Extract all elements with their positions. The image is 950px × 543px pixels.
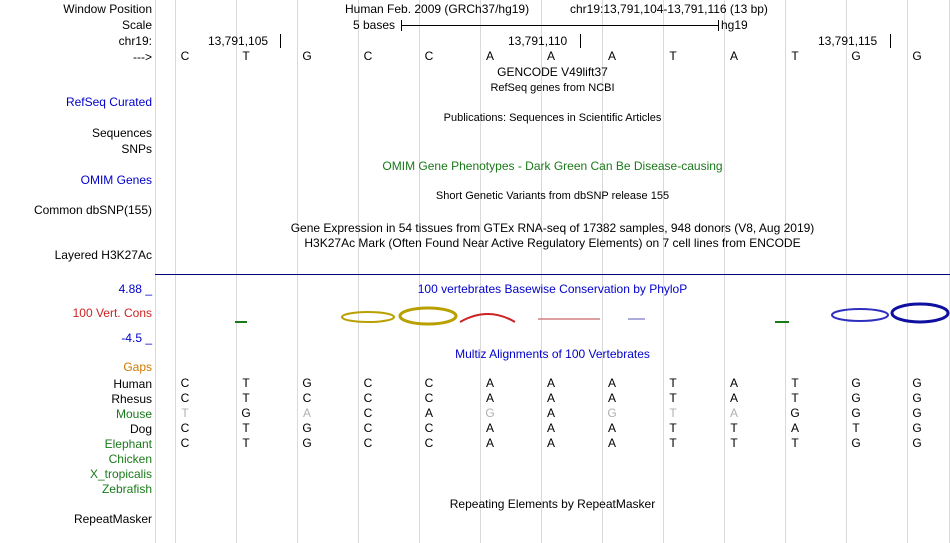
- align-base: G: [912, 421, 922, 435]
- ruler-tick: [580, 34, 581, 48]
- scale-tick-left: [401, 20, 402, 31]
- align-base: G: [912, 436, 922, 450]
- align-base: T: [242, 391, 250, 405]
- multiz-track-title[interactable]: Multiz Alignments of 100 Vertebrates: [455, 347, 650, 361]
- align-base: A: [302, 406, 311, 420]
- align-base: A: [485, 421, 494, 435]
- align-base: T: [730, 421, 738, 435]
- position-range: chr19:13,791,104-13,791,116 (13 bp): [570, 2, 768, 16]
- align-base: T: [242, 436, 250, 450]
- align-base: A: [607, 391, 616, 405]
- align-base: A: [790, 421, 799, 435]
- align-base: C: [180, 391, 190, 405]
- align-base: T: [242, 421, 250, 435]
- align-base: T: [730, 436, 738, 450]
- align-base: T: [669, 376, 677, 390]
- label-chrom: chr19:: [118, 34, 152, 48]
- align-base: C: [424, 376, 434, 390]
- publications-track-title[interactable]: Publications: Sequences in Scientific Articles: [443, 112, 662, 124]
- ruler-label: 13,791,115: [818, 34, 878, 48]
- label-species-chicken[interactable]: Chicken: [108, 452, 152, 466]
- label-species-human[interactable]: Human: [113, 377, 152, 391]
- align-base: A: [546, 391, 555, 405]
- align-base: C: [424, 421, 434, 435]
- label-scale: Scale: [121, 18, 152, 32]
- align-base: C: [363, 421, 373, 435]
- align-base: A: [607, 376, 616, 390]
- align-base: A: [607, 421, 616, 435]
- align-base: G: [302, 376, 312, 390]
- label-refseq-curated[interactable]: RefSeq Curated: [65, 95, 152, 109]
- align-base: C: [363, 391, 373, 405]
- ref-base: A: [485, 49, 494, 63]
- ref-base: T: [242, 49, 250, 63]
- dbsnp-track-title[interactable]: Short Genetic Variants from dbSNP release 155: [435, 190, 670, 202]
- label-gaps[interactable]: Gaps: [123, 360, 152, 374]
- align-base: A: [546, 406, 555, 420]
- label-species-rhesus[interactable]: Rhesus: [111, 392, 152, 406]
- conservation-plot: [155, 300, 950, 350]
- align-base: A: [546, 436, 555, 450]
- align-base: T: [242, 376, 250, 390]
- align-base: T: [669, 391, 677, 405]
- align-base: A: [607, 436, 616, 450]
- align-base: C: [180, 436, 190, 450]
- align-base: C: [180, 421, 190, 435]
- ref-base: A: [546, 49, 555, 63]
- align-base: T: [791, 391, 799, 405]
- label-layered-h3k27ac[interactable]: Layered H3K27Ac: [54, 248, 152, 262]
- align-base: G: [485, 406, 495, 420]
- align-base: T: [181, 406, 189, 420]
- align-base: G: [302, 421, 312, 435]
- ref-base: A: [729, 49, 738, 63]
- label-common-dbsnp[interactable]: Common dbSNP(155): [33, 203, 152, 217]
- omim-track-title[interactable]: OMIM Gene Phenotypes - Dark Green Can Be Disease-causing: [382, 159, 723, 173]
- ruler-label: 13,791,105: [208, 34, 269, 48]
- align-base: G: [912, 406, 922, 420]
- ref-base: T: [669, 49, 677, 63]
- align-base: G: [607, 406, 617, 420]
- align-base: G: [790, 406, 800, 420]
- align-base: G: [912, 376, 922, 390]
- assembly-short: hg19: [721, 18, 748, 32]
- label-snps[interactable]: SNPs: [121, 142, 152, 156]
- align-base: A: [729, 391, 738, 405]
- align-base: A: [485, 376, 494, 390]
- align-base: T: [852, 421, 860, 435]
- align-base: G: [241, 406, 251, 420]
- align-base: C: [363, 376, 373, 390]
- align-base: T: [791, 376, 799, 390]
- gtex-track-title[interactable]: Gene Expression in 54 tissues from GTEx RNA-seq of 17382 samples, 948 donors (V8, Aug 2019): [290, 221, 815, 235]
- scale-text: 5 bases: [353, 18, 396, 32]
- align-base: G: [851, 406, 861, 420]
- align-base: G: [851, 376, 861, 390]
- align-base: G: [912, 391, 922, 405]
- ref-base: C: [424, 49, 434, 63]
- align-base: T: [669, 421, 677, 435]
- h3k27ac-track-title[interactable]: H3K27Ac Mark (Often Found Near Active Regulatory Elements) on 7 cell lines from ENCODE: [304, 236, 801, 250]
- track-separator: [155, 274, 950, 275]
- align-base: C: [302, 391, 312, 405]
- label-window-position: Window Position: [63, 2, 152, 16]
- align-base: G: [302, 436, 312, 450]
- align-base: C: [424, 436, 434, 450]
- align-base: T: [669, 436, 677, 450]
- align-base: C: [363, 436, 373, 450]
- ruler-tick: [890, 34, 891, 48]
- scale-tick-right: [718, 20, 719, 31]
- scale-bar: [401, 25, 719, 26]
- ref-base: A: [607, 49, 616, 63]
- align-base: A: [424, 406, 433, 420]
- label-species-xtropicalis[interactable]: X_tropicalis: [89, 467, 152, 481]
- align-base: A: [729, 406, 738, 420]
- label-strand-arrow: --->: [133, 50, 152, 64]
- label-100-vert-cons[interactable]: 100 Vert. Cons: [72, 306, 152, 320]
- align-base: A: [485, 436, 494, 450]
- label-sequences[interactable]: Sequences: [91, 126, 152, 140]
- align-base: C: [424, 391, 434, 405]
- label-species-elephant[interactable]: Elephant: [104, 437, 152, 451]
- align-base: G: [851, 436, 861, 450]
- ref-base: C: [180, 49, 190, 63]
- cons-scale-max: 4.88 _: [118, 282, 152, 296]
- ref-base: C: [363, 49, 373, 63]
- ref-base: G: [302, 49, 312, 63]
- label-species-mouse[interactable]: Mouse: [115, 407, 152, 421]
- align-base: T: [669, 406, 677, 420]
- gencode-track-title[interactable]: GENCODE V49lift37: [497, 65, 608, 79]
- repeatmasker-track-title[interactable]: Repeating Elements by RepeatMasker: [449, 497, 656, 511]
- ref-base: G: [851, 49, 861, 63]
- align-base: G: [851, 391, 861, 405]
- ref-base: G: [912, 49, 922, 63]
- align-base: A: [546, 376, 555, 390]
- ruler-label: 13,791,110: [508, 34, 568, 48]
- align-base: C: [363, 406, 373, 420]
- label-species-dog[interactable]: Dog: [129, 422, 152, 436]
- ref-base: T: [791, 49, 799, 63]
- assembly-name: Human Feb. 2009 (GRCh37/hg19): [345, 2, 530, 16]
- cons-scale-min: -4.5 _: [121, 331, 152, 345]
- align-base: A: [485, 391, 494, 405]
- ruler-tick: [280, 34, 281, 48]
- gencode-track-subtitle[interactable]: RefSeq genes from NCBI: [490, 82, 615, 94]
- align-base: T: [791, 436, 799, 450]
- label-omim-genes[interactable]: OMIM Genes: [80, 173, 152, 187]
- align-base: A: [546, 421, 555, 435]
- align-base: A: [729, 376, 738, 390]
- label-repeatmasker[interactable]: RepeatMasker: [73, 512, 152, 526]
- label-species-zebrafish[interactable]: Zebrafish: [101, 482, 152, 496]
- align-base: C: [180, 376, 190, 390]
- track-content: [155, 0, 950, 543]
- track-label-column: [0, 0, 155, 543]
- phylop-track-title[interactable]: 100 vertebrates Basewise Conservation by PhyloP: [417, 282, 688, 296]
